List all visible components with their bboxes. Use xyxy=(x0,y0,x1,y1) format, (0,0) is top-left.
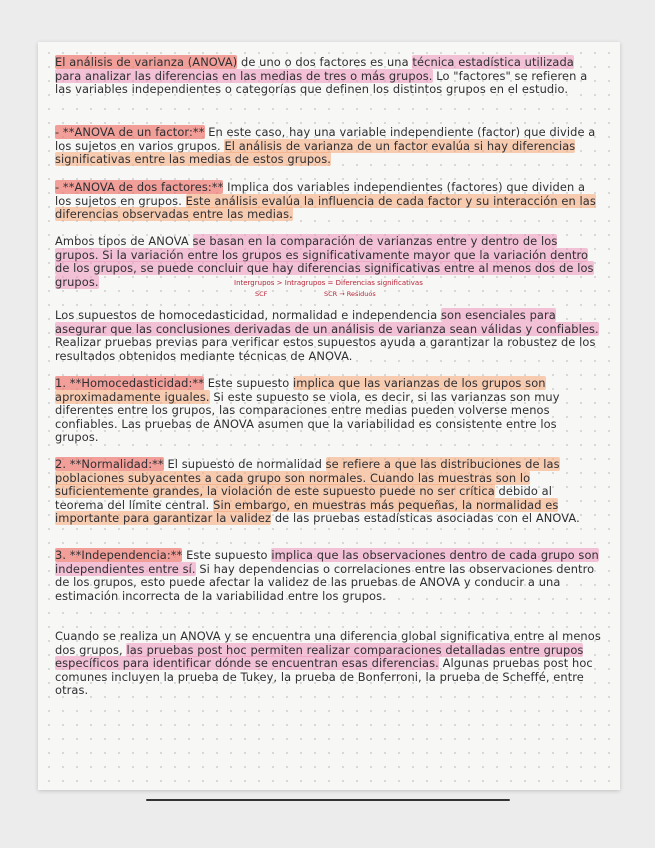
post-hoc-paragraph: Cuando se realiza un ANOVA y se encuentra una diferencia global significativa entre al menos dos grupos, las pruebas post hoc permiten realizar comparaciones detalladas entre grupos específicos para identificar dónde se encuentran esas diferencias. Algunas pruebas post hoc comunes incluyen la prueba de Tukey, la prueba de Bonferroni, la prueba de Scheffé, entre otras. xyxy=(55,629,601,698)
highlight: 3. **Independencia:** xyxy=(55,548,183,562)
normality-paragraph: 2. **Normalidad:** El supuesto de normalidad se refiere a que las distribuciones de las poblaciones subyacentes a cada grupo son normales. Cuando las muestras son lo suficientemente grandes, la violación de este supuesto puede no ser crítica debido al teorema del límite central. Sin embargo, en muestras más pequeñas, la normalidad es importante para garantizar la validez de las pruebas estadísticas asociadas con el ANOVA. xyxy=(55,457,580,526)
highlight: El análisis de varianza de un factor evalúa si hay diferencias significativas entre las medias de estos grupos. xyxy=(55,138,576,167)
handwritten-note-scr: SCR → Residuos xyxy=(324,290,376,298)
highlight: las pruebas post hoc permiten realizar comparaciones detalladas entre grupos específicos para identificar dónde se encuentran esas diferencias. xyxy=(55,642,584,671)
intro-paragraph: El análisis de varianza (ANOVA) de uno o dos factores es una técnica estadística utilizada para analizar las diferencias en las medias de tres o más grupos. Lo "factores" se refieren a las variables independientes o categorías que definen los distintos grupos en el estudio. xyxy=(55,55,588,97)
handwritten-note: Intergrupos > Intragrupos = Diferencias significativas xyxy=(234,279,423,287)
anova-comparison-paragraph: Ambos tipos de ANOVA se basan en la comparación de varianzas entre y dentro de los grupos. Si la variación entre los grupos es significativamente mayor que la variación dentro de los grupos, se puede concluir que hay diferencias significativas entre al menos dos de los grupos. xyxy=(55,234,594,289)
highlight: El análisis de varianza (ANOVA) xyxy=(55,55,238,69)
highlight: implica que las varianzas de los grupos son aproximadamente iguales. xyxy=(55,376,546,404)
highlight: 2. **Normalidad:** xyxy=(55,457,164,471)
highlight: Sin embargo, en muestras más pequeñas, la normalidad es importante para garantizar la validez xyxy=(55,497,559,526)
notebook-page xyxy=(38,42,620,790)
home-indicator-bar[interactable] xyxy=(146,799,510,801)
highlight: Este análisis evalúa la influencia de cada factor y su interacción en las diferencias observadas entre las medias. xyxy=(55,193,596,222)
highlight: - **ANOVA de dos factores:** xyxy=(55,180,224,194)
independence-paragraph: 3. **Independencia:** Este supuesto implica que las observaciones dentro de cada grupo son independientes entre sí. Si hay dependencias o correlaciones entre las observaciones dentro de los grupos, esto puede afectar la validez de las pruebas de ANOVA y conducir a una estimación incorrecta de la variabilidad entre los grupos. xyxy=(55,548,599,603)
highlight: se basan en la comparación de varianzas entre y dentro de los grupos. Si la variación entre los grupos es significativamente mayor que la variación dentro de los grupos, se puede concluir que hay diferencias significativas entre al menos dos de los grupos. xyxy=(55,234,594,289)
highlight: se refiere a que las distribuciones de las poblaciones subyacentes a cada grupo son normales. Cuando las muestras son lo suficientemente grandes, la violación de este supuesto puede no ser crítica xyxy=(55,457,560,499)
two-factor-paragraph: - **ANOVA de dos factores:** Implica dos variables independientes (factores) que dividen a los sujetos en grupos. Este análisis evalúa la influencia de cada factor y su interacción en las diferencias observadas entre las medias. xyxy=(55,180,596,222)
highlight: son esenciales para asegurar que las conclusiones derivadas de un análisis de varianza sean válidas y confiables. xyxy=(55,308,599,336)
highlight: 1. **Homocedasticidad:** xyxy=(55,376,205,390)
highlight: - **ANOVA de un factor:** xyxy=(55,125,205,139)
assumptions-paragraph: Los supuestos de homocedasticidad, normalidad e independencia son esenciales para asegurar que las conclusiones derivadas de un análisis de varianza sean válidas y confiables. Realizar pruebas previas para verificar estos supuestos ayuda a garantizar la robustez de los resultados obtenidos mediante técnicas de ANOVA. xyxy=(55,308,599,363)
homoscedasticity-paragraph: 1. **Homocedasticidad:** Este supuesto implica que las varianzas de los grupos son aproximadamente iguales. Si este supuesto se viola, es decir, si las varianzas son muy diferentes entre los grupos, las comparaciones entre medias pueden volverse menos confiables. Las pruebas de ANOVA asumen que la variabilidad es consistente entre los grupos. xyxy=(55,376,560,445)
one-factor-paragraph: - **ANOVA de un factor:** En este caso, hay una variable independiente (factor) que divide a los sujetos en varios grupos. El análisis de varianza de un factor evalúa si hay diferencias significativas entre las medias de estos grupos. xyxy=(55,125,596,167)
handwritten-note-scf: SCF xyxy=(255,290,268,298)
highlight: implica que las observaciones dentro de cada grupo son independientes entre sí. xyxy=(55,548,599,576)
highlight: técnica estadística utilizada para analizar las diferencias en las medias de tres o más grupos. xyxy=(55,55,574,83)
